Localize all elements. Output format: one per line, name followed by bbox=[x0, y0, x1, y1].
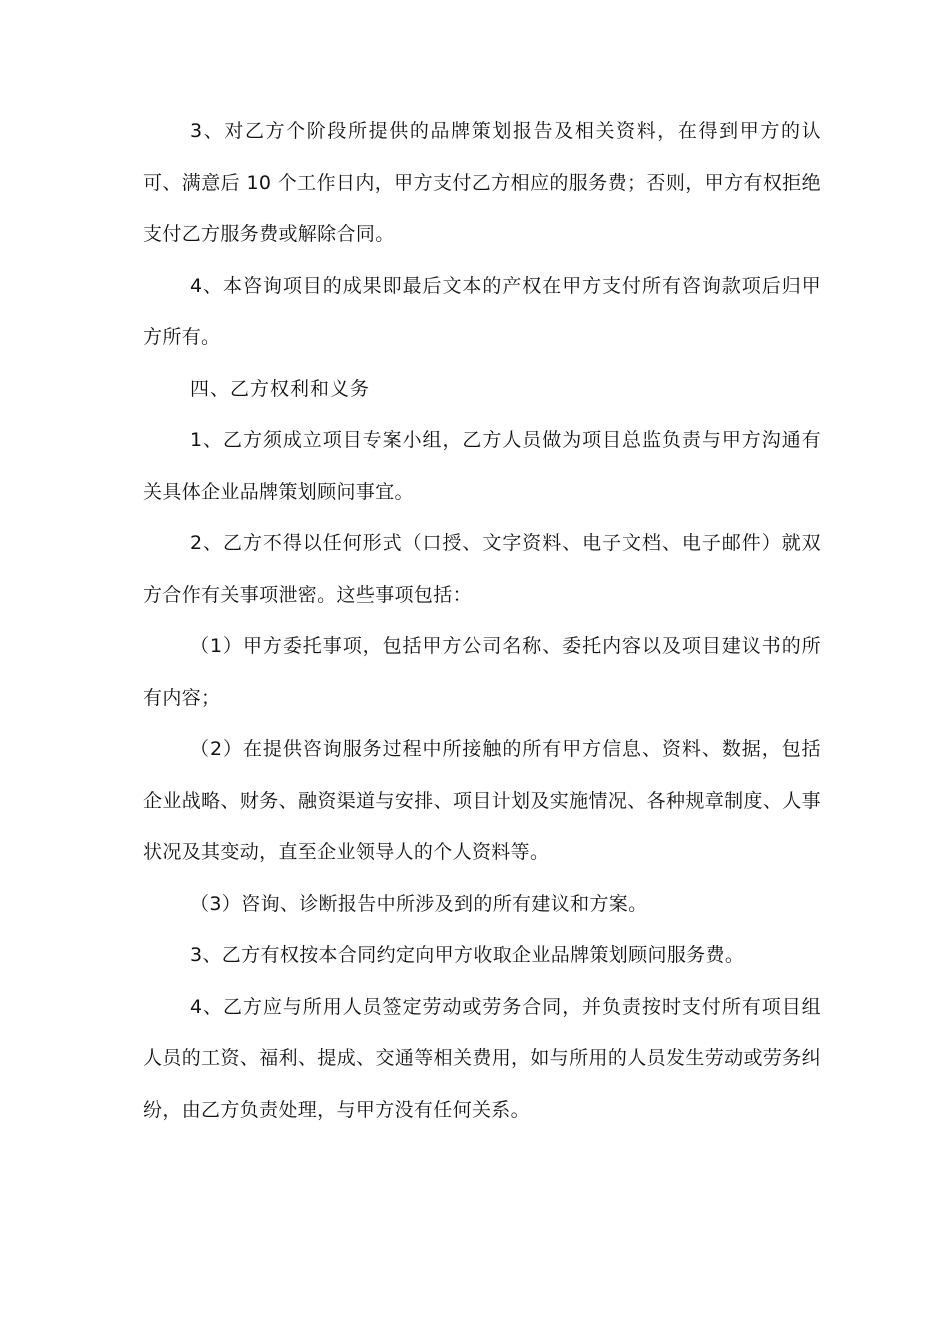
section-heading-party-b-rights: 四、乙方权利和义务 bbox=[190, 377, 371, 400]
paragraph-confidential-item-2: （2）在提供咨询服务过程中所接触的所有甲方信息、资料、数据，包括企业战略、财务、融资渠道与安排、项目计划及实施情况、各种规章制度、人事状况及其变动，直至企业领导人的个人资料等。 bbox=[143, 738, 821, 863]
paragraph-party-b-confidentiality: 2、乙方不得以任何形式（口授、文字资料、电子文档、电子邮件）就双方合作有关事项泄密。这些事项包括： bbox=[143, 532, 821, 606]
paragraph-party-b-project-team: 1、乙方须成立项目专案小组，乙方人员做为项目总监负责与甲方沟通有关具体企业品牌策划顾问事宜。 bbox=[143, 429, 821, 503]
paragraph-confidential-item-3: （3）咨询、诊断报告中所涉及到的所有建议和方案。 bbox=[190, 892, 648, 915]
paragraph-party-b-fee-right: 3、乙方有权按本合同约定向甲方收取企业品牌策划顾问服务费。 bbox=[190, 944, 745, 966]
paragraph-confidential-item-1: （1）甲方委托事项，包括甲方公司名称、委托内容以及项目建议书的所有内容； bbox=[143, 635, 821, 709]
paragraph-party-b-labor-contracts: 4、乙方应与所用人员签定劳动或劳务合同，并负责按时支付所有项目组人员的工资、福利、提成、交通等相关费用，如与所用的人员发生劳动或劳务纠纷，由乙方负责处理，与甲方没有任何关系。 bbox=[143, 995, 821, 1121]
document-body bbox=[143, 106, 821, 1136]
paragraph-party-a-payment-terms: 3、对乙方个阶段所提供的品牌策划报告及相关资料，在得到甲方的认可、满意后 10 个工作日内，甲方支付乙方相应的服务费；否则，甲方有权拒绝支付乙方服务费或解除合同。 bbox=[143, 120, 821, 245]
paragraph-party-a-ownership: 4、本咨询项目的成果即最后文本的产权在甲方支付所有咨询款项后归甲方所有。 bbox=[143, 274, 821, 348]
